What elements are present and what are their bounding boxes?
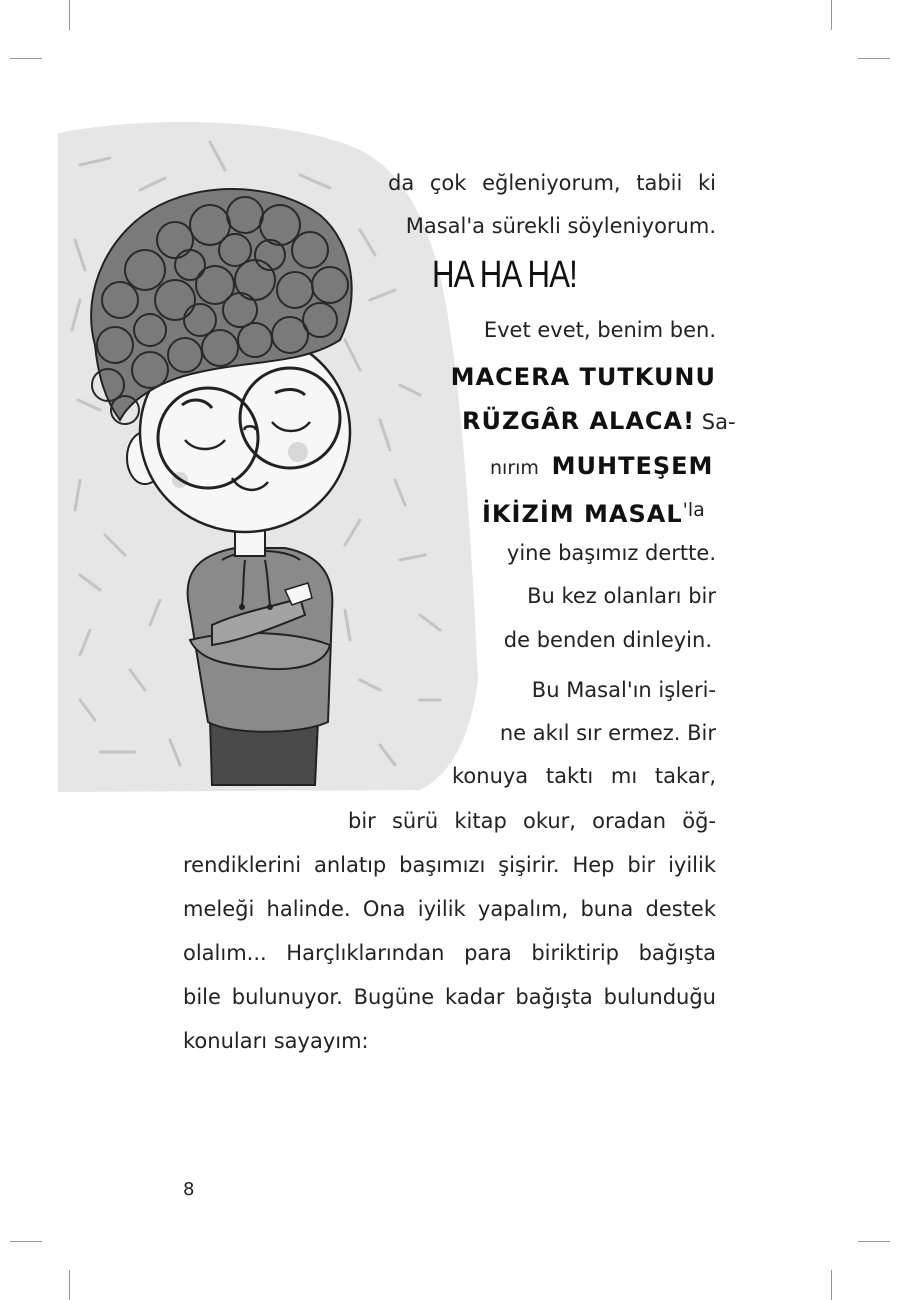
- text-line: bile bulunuyor. Bugüne kadar bağışta bulunduğu: [183, 985, 716, 1009]
- text-line: de benden dinleyin.: [503, 628, 712, 652]
- twin-name-row: [490, 453, 718, 481]
- hero-name-line-row: [462, 407, 736, 435]
- page-number: 8: [183, 1179, 195, 1200]
- text-line: konuya taktı mı takar,: [452, 764, 716, 788]
- text-line: konuları sayayım:: [183, 1029, 369, 1053]
- hero-name: RÜZGÂR ALACA!: [462, 407, 696, 435]
- text-line: Evet evet, benim ben.: [483, 318, 716, 342]
- text-line: yine başımız dertte.: [506, 541, 716, 565]
- text-line: ne akıl sır ermez. Bir: [499, 721, 716, 745]
- hero-name-line: MACERA TUTKUNU: [450, 363, 716, 391]
- text-fragment: nırım: [490, 457, 539, 479]
- twin-name: İKİZİM MASAL: [482, 500, 683, 528]
- text-line: meleği halinde. Ona iyilik yapalım, buna destek: [183, 897, 716, 921]
- twin-emphasis: MUHTEŞEM: [551, 452, 714, 480]
- text-line: rendiklerini anlatıp başımızı şişirir. Hep bir iyilik: [183, 853, 716, 877]
- text-line: olalım... Harçlıklarından para biriktirip bağışta: [183, 941, 716, 965]
- twin-name-row-2: [482, 497, 718, 528]
- hyphenated-fragment: Sa-: [701, 410, 736, 434]
- shout-heading: HA HA HA!: [432, 254, 578, 296]
- text-line: Masal'a sürekli söyleniyorum.: [405, 214, 716, 238]
- text-line: Bu Masal'ın işleri-: [531, 678, 716, 702]
- text-line: da çok eğleniyorum, tabii ki: [388, 171, 716, 195]
- text-line: bir sürü kitap okur, oradan öğ-: [348, 809, 716, 833]
- suffix-fragment: 'la: [682, 499, 705, 521]
- text-line: Bu kez olanları bir: [527, 584, 716, 608]
